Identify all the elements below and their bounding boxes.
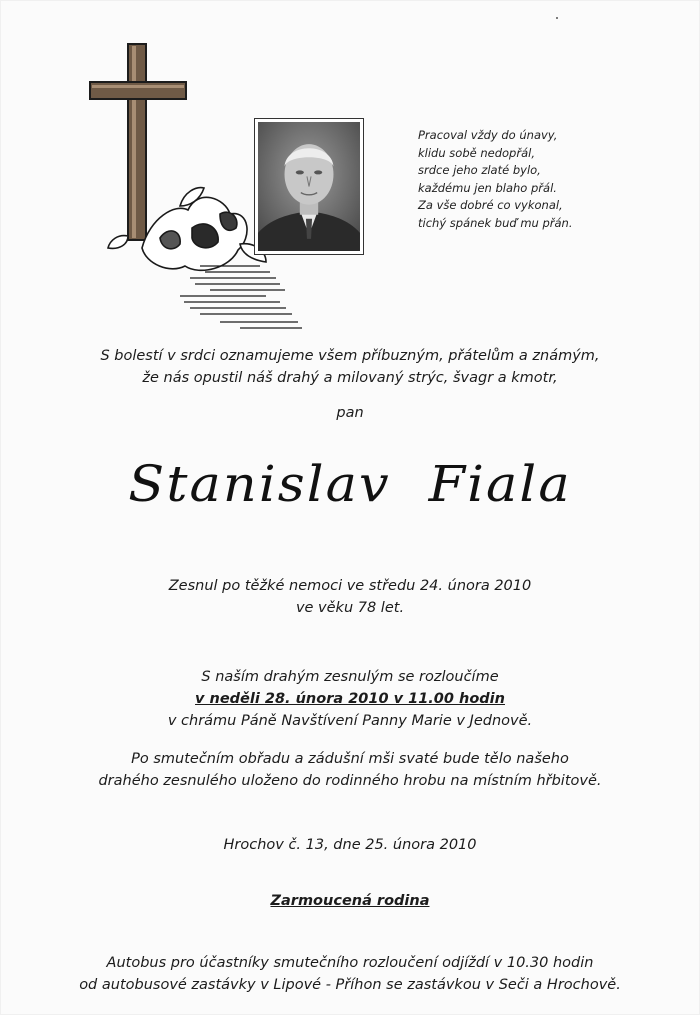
funeral-date: v neděli 28. února 2010 v 11.00 hodin bbox=[195, 691, 505, 707]
burial-line: Po smutečním obřadu a zádušní mši svaté bude tělo našeho bbox=[131, 751, 569, 767]
first-name: Stanislav bbox=[128, 455, 391, 513]
speck bbox=[556, 17, 558, 19]
poem-line: klidu sobě nedopřál, bbox=[418, 145, 535, 160]
memorial-poem bbox=[418, 127, 658, 232]
burial-info bbox=[0, 748, 700, 792]
bus-line: od autobusové zastávky v Lipové - Příhon se zastávkou v Seči a Hrochově. bbox=[79, 977, 621, 993]
poem-line: tichý spánek buď mu přán. bbox=[418, 215, 573, 230]
title-word: pan bbox=[336, 405, 364, 421]
burial-line: drahého zesnulého uloženo do rodinného hrobu na místním hřbitově. bbox=[98, 773, 602, 789]
funeral-location: v chrámu Páně Navštívení Panny Marie v Jednově. bbox=[167, 713, 533, 729]
funeral-info bbox=[0, 666, 700, 732]
bus-line: Autobus pro účastníky smutečního rozloučení odjíždí v 10.30 hodin bbox=[106, 955, 594, 971]
death-line: ve věku 78 let. bbox=[295, 600, 405, 616]
death-info bbox=[0, 575, 700, 619]
poem-line: každému jen blaho přál. bbox=[418, 180, 557, 195]
announcement bbox=[0, 345, 700, 389]
announcement-line: S bolestí v srdci oznamujeme všem příbuzným, přátelům a známým, bbox=[100, 348, 600, 364]
announcement-line: že nás opustil náš drahý a milovaný strýc, švagr a kmotr, bbox=[142, 370, 558, 386]
funeral-line: S naším drahým zesnulým se rozloučíme bbox=[201, 669, 499, 685]
poem-line: srdce jeho zlaté bylo, bbox=[418, 163, 541, 177]
signature: Zarmoucená rodina bbox=[270, 893, 430, 909]
bus-info bbox=[0, 952, 700, 996]
place-date: Hrochov č. 13, dne 25. února 2010 bbox=[223, 837, 477, 853]
last-name: Fiala bbox=[428, 455, 572, 513]
poem-line: Za vše dobré co vykonal, bbox=[418, 198, 563, 212]
portrait-photo bbox=[254, 118, 364, 255]
poem-line: Pracoval vždy do únavy, bbox=[418, 128, 558, 142]
death-line: Zesnul po těžké nemoci ve středu 24. února 2010 bbox=[168, 578, 532, 594]
deceased-name bbox=[0, 455, 700, 513]
